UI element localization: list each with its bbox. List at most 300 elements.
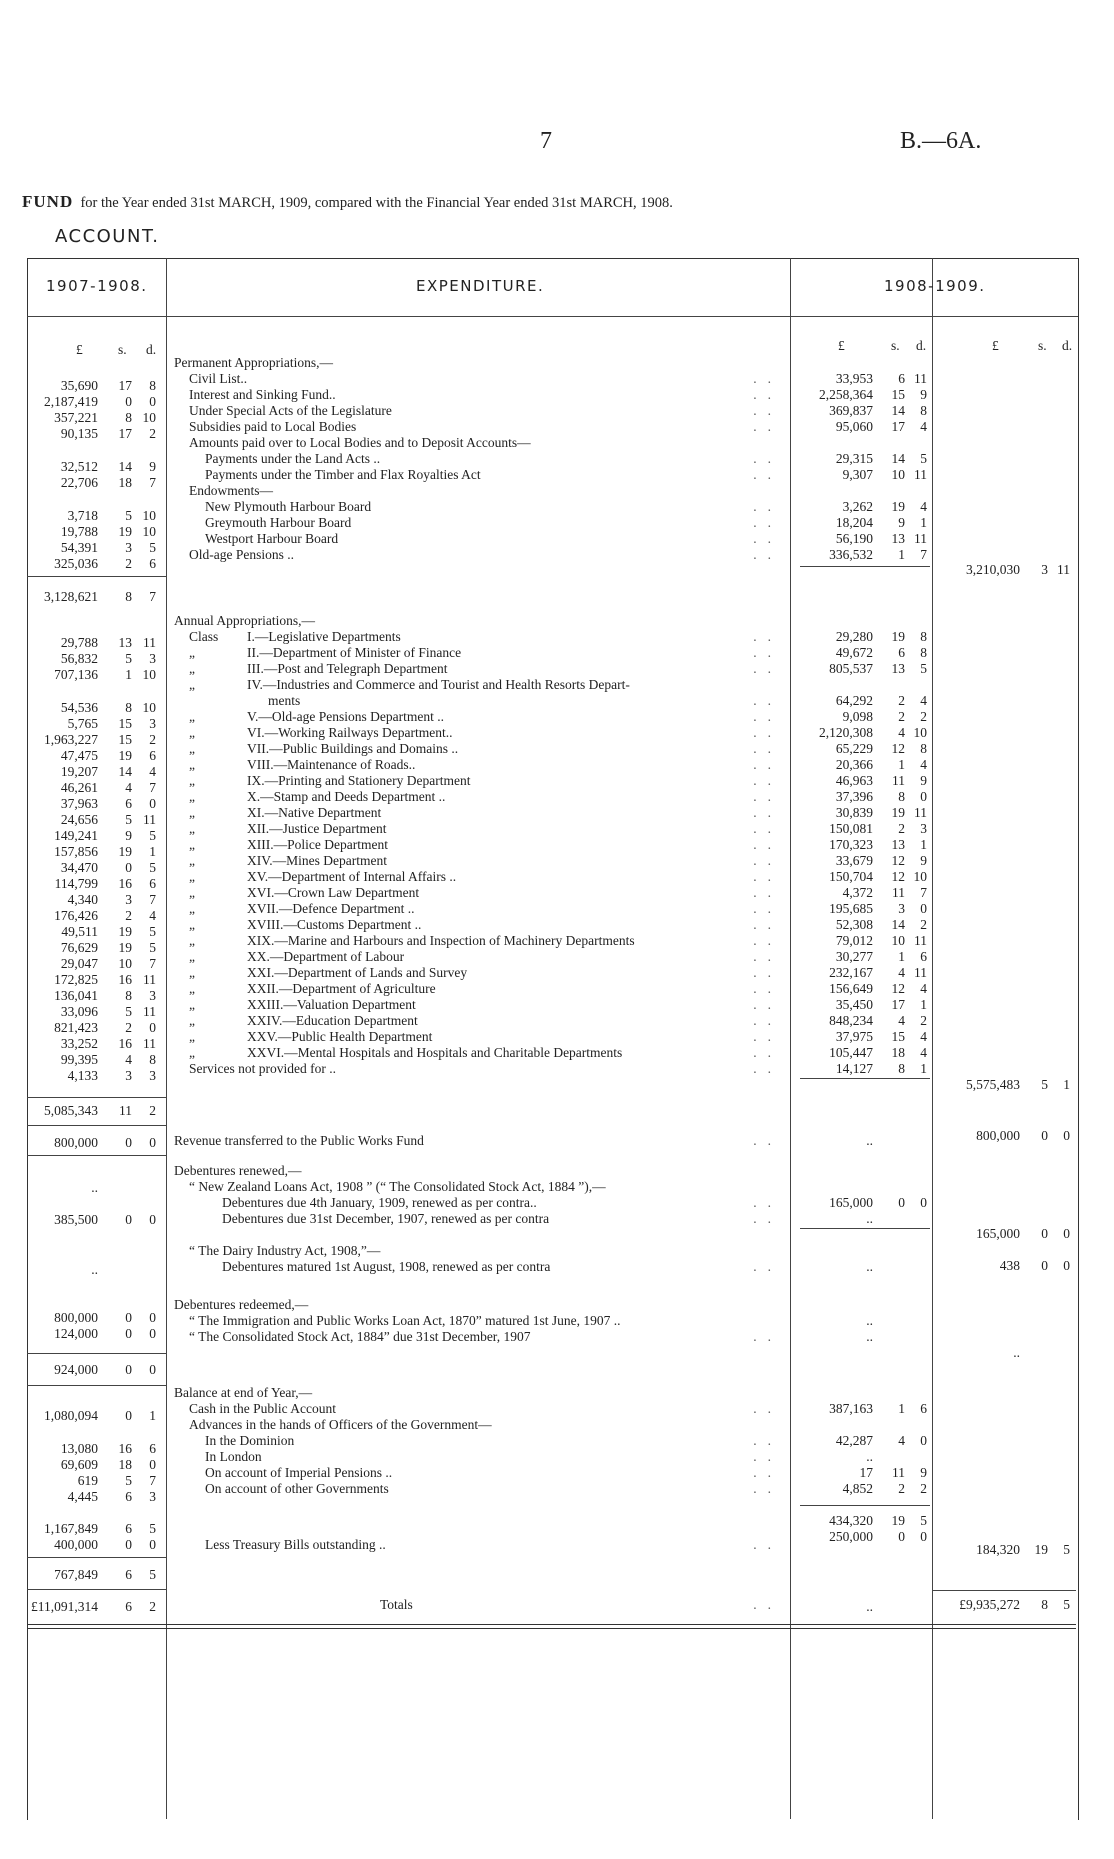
column-header-1909: 1908-1909. (884, 277, 986, 295)
item-label: Subsidies paid to Local Bodies (189, 419, 357, 434)
left-amount-row-shillings: 5 (125, 812, 132, 827)
left-amount-row-shillings: 3 (125, 540, 132, 555)
subtotal-rule (932, 1590, 1076, 1591)
unit-pence-right: d. (1062, 338, 1073, 353)
item-amount-row-pence: 2 (920, 709, 927, 724)
left-amount-row-shillings: 2 (125, 908, 132, 923)
left-amount-row-pence: 1 (149, 844, 156, 859)
item-label: IV.—Industries and Commerce and Tourist and Health Resorts Depart- (247, 677, 630, 692)
left-amount-row-pence: 5 (149, 860, 156, 875)
left-amount-row-pounds: 34,470 (60, 860, 98, 875)
leader-dots: .. (753, 725, 782, 740)
item-amount-row-shillings: 11 (892, 885, 905, 900)
leader-dots: .. (753, 837, 782, 852)
left-amount-row (28, 1262, 160, 1278)
class-label: „ (189, 853, 195, 868)
item-amount-row-pounds: 165,000 (829, 1195, 873, 1210)
item-amount-row (785, 419, 931, 435)
left-amount-row-pounds: 24,656 (60, 812, 98, 827)
item-amount-row-pounds: 2,258,364 (819, 387, 873, 402)
left-amount-row-pounds: 1,167,849 (44, 1521, 98, 1536)
left-amount-row-pounds: 33,252 (60, 1036, 98, 1051)
item-amount-row (785, 387, 931, 403)
expenditure-item (189, 1045, 782, 1061)
item-amount-row-pounds: 20,366 (835, 757, 873, 772)
leader-dots: .. (753, 661, 782, 676)
item-amount-row-shillings: 13 (891, 531, 905, 546)
left-amount-row-shillings: 5 (125, 651, 132, 666)
item-amount-row-pounds: 18,204 (835, 515, 873, 530)
total-amount-row-pounds: 800,000 (976, 1128, 1020, 1143)
expenditure-item (189, 773, 782, 789)
left-amount-row-pence: 2 (149, 732, 156, 747)
item-amount-row (785, 1211, 931, 1227)
item-label: XIX.—Marine and Harbours and Inspection of Machinery Departments (247, 933, 635, 948)
item-amount-row (785, 1029, 931, 1045)
left-amount-row (28, 828, 160, 844)
left-amount-row-pounds: 707,136 (54, 667, 98, 682)
left-amount-row-pounds: .. (91, 1180, 98, 1195)
item-amount-row-pounds: 64,292 (835, 693, 873, 708)
expenditure-item (189, 805, 782, 821)
item-amount-row (785, 869, 931, 885)
item-amount-row (785, 949, 931, 965)
left-amount-row-pounds: 172,825 (54, 972, 98, 987)
left-amount-row (28, 475, 160, 491)
left-amount-row-pence: 11 (143, 635, 156, 650)
item-amount-row-pounds: 52,308 (835, 917, 873, 932)
left-amount-row-pounds: 54,536 (60, 700, 98, 715)
total-amount-row-pence: 0 (1063, 1226, 1070, 1241)
item-label: X.—Stamp and Deeds Department .. (247, 789, 446, 804)
item-amount-row-pounds: 434,320 (829, 1513, 873, 1528)
left-amount-row (28, 1212, 160, 1228)
left-amount-row-shillings: 13 (118, 635, 132, 650)
expenditure-item (189, 917, 782, 933)
item-amount-row-pounds: 9,307 (842, 467, 873, 482)
left-amount-row-shillings: 4 (125, 780, 132, 795)
leader-dots: .. (753, 515, 782, 530)
header-rule (27, 316, 1078, 317)
item-amount-row-pounds: 805,537 (829, 661, 873, 676)
left-amount-row (28, 780, 160, 796)
item-amount-row-pence: 4 (920, 1029, 927, 1044)
item-amount-row-pounds: 4,372 (842, 885, 873, 900)
item-amount-row (785, 917, 931, 933)
total-amount-row-pence: 0 (1063, 1258, 1070, 1273)
item-amount-row-shillings: 8 (898, 1061, 905, 1076)
expenditure-item (205, 1537, 782, 1553)
leader-dots: .. (753, 1465, 782, 1480)
leader-dots: .. (753, 933, 782, 948)
subtitle-text: for the Year ended 31st MARCH, 1909, compared with the Financial Year ended 31st MARCH, 1908. (80, 195, 673, 211)
item-amount-row (785, 645, 931, 661)
left-amount-row (28, 924, 160, 940)
expenditure-item (189, 949, 782, 965)
leader-dots: .. (753, 1029, 782, 1044)
total-amount-row-pence: 0 (1063, 1128, 1070, 1143)
left-amount-row-shillings: 17 (118, 426, 132, 441)
left-amount-row-shillings: 2 (125, 556, 132, 571)
item-amount-row-pence: 11 (914, 965, 927, 980)
item-amount-row-shillings: 4 (898, 725, 905, 740)
left-amount-row-pence: 2 (149, 1599, 156, 1614)
subtotal-rule (27, 1155, 166, 1156)
item-amount-row-pounds: 56,190 (835, 531, 873, 546)
class-label: „ (189, 789, 195, 804)
expenditure-item (189, 901, 782, 917)
item-label: Under Special Acts of the Legislature (189, 403, 392, 418)
account-heading: ACCOUNT. (55, 226, 160, 247)
item-label: XII.—Justice Department (247, 821, 387, 836)
total-amount-row-shillings: 3 (1041, 562, 1048, 577)
left-amount-row (28, 1020, 160, 1036)
expenditure-item (189, 741, 782, 757)
class-label: „ (189, 661, 195, 676)
class-label: „ (189, 821, 195, 836)
left-amount-row-pounds: 29,047 (60, 956, 98, 971)
item-amount-row (785, 1045, 931, 1061)
leader-dots: .. (753, 1597, 782, 1612)
item-amount-row-pence: 2 (920, 1481, 927, 1496)
item-amount-row-pounds: 37,975 (835, 1029, 873, 1044)
item-amount-row (785, 1061, 931, 1077)
expenditure-item (189, 435, 782, 451)
left-amount-row-shillings: 6 (125, 1521, 132, 1536)
expenditure-item (189, 837, 782, 853)
expenditure-item (222, 1211, 782, 1227)
item-label: On account of other Governments (205, 1481, 389, 1496)
item-label: Less Treasury Bills outstanding .. (205, 1537, 386, 1552)
document-reference: B.—6A. (900, 128, 982, 154)
total-amount-row-pounds: 184,320 (976, 1542, 1020, 1557)
item-amount-row-pounds: 2,120,308 (819, 725, 873, 740)
expenditure-item (205, 1449, 782, 1465)
left-amount-row-pounds: 3,128,621 (44, 589, 98, 604)
item-amount-row-pence: 6 (920, 949, 927, 964)
leader-dots: .. (753, 547, 782, 562)
unit-pence-mid: d. (916, 338, 927, 353)
leader-dots: .. (753, 645, 782, 660)
item-amount-row (785, 981, 931, 997)
item-label: V.—Old-age Pensions Department .. (247, 709, 444, 724)
leader-dots: .. (753, 885, 782, 900)
item-amount-row-pounds: .. (866, 1313, 873, 1328)
expenditure-item (189, 403, 782, 419)
left-amount-row-shillings: 0 (125, 1326, 132, 1341)
item-amount-row-shillings: 2 (898, 821, 905, 836)
item-amount-row-pence: 8 (920, 629, 927, 644)
left-amount-row-pence: 0 (149, 1135, 156, 1150)
leader-dots: .. (753, 1433, 782, 1448)
left-amount-row-pounds: 1,963,227 (44, 732, 98, 747)
item-amount-row (785, 821, 931, 837)
item-amount-row (785, 1313, 931, 1329)
item-amount-row-pence: 10 (913, 869, 927, 884)
expenditure-item (189, 1013, 782, 1029)
item-amount-row (785, 997, 931, 1013)
left-amount-row-shillings: 4 (125, 1052, 132, 1067)
left-amount-row-pounds: 136,041 (54, 988, 98, 1003)
item-amount-row (785, 467, 931, 483)
item-label: Permanent Appropriations,— (174, 355, 333, 370)
left-amount-row-pounds: 22,706 (60, 475, 98, 490)
left-amount-row-pence: 3 (149, 1068, 156, 1083)
item-amount-row-pence: 4 (920, 757, 927, 772)
item-label: XI.—Native Department (247, 805, 382, 820)
leader-dots: .. (753, 1195, 782, 1210)
left-amount-row (28, 860, 160, 876)
left-amount-row-pounds: 19,207 (60, 764, 98, 779)
expenditure-item (189, 821, 782, 837)
left-amount-row (28, 1068, 160, 1084)
item-amount-row (785, 1513, 931, 1529)
leader-dots: .. (753, 741, 782, 756)
expenditure-item (205, 499, 782, 515)
leader-dots: .. (753, 1259, 782, 1274)
item-amount-row-shillings: 17 (891, 997, 905, 1012)
item-amount-row-pence: 7 (920, 547, 927, 562)
expenditure-item (189, 547, 782, 563)
expenditure-item (189, 1029, 782, 1045)
left-amount-row-pounds: 357,221 (54, 410, 98, 425)
item-label: VI.—Working Railways Department.. (247, 725, 453, 740)
leader-dots: .. (753, 451, 782, 466)
item-amount-row-pounds: .. (866, 1449, 873, 1464)
expenditure-item (205, 1433, 782, 1449)
left-amount-row-pence: 0 (149, 1457, 156, 1472)
left-amount-row-pence: 11 (143, 1004, 156, 1019)
item-amount-row-shillings: 15 (891, 387, 905, 402)
left-amount-row-pence: 0 (149, 394, 156, 409)
item-amount-row-shillings: 14 (891, 451, 905, 466)
left-amount-row (28, 1441, 160, 1457)
left-amount-row-shillings: 6 (125, 1567, 132, 1582)
expenditure-item (189, 965, 782, 981)
left-amount-row (28, 892, 160, 908)
item-amount-row (785, 901, 931, 917)
item-amount-row-pence: 6 (920, 1401, 927, 1416)
item-label: XXII.—Department of Agriculture (247, 981, 436, 996)
left-amount-row (28, 1362, 160, 1378)
totals-double-rule (27, 1624, 1076, 1629)
expenditure-item (189, 371, 782, 387)
expenditure-item (189, 629, 782, 645)
item-amount-row-pence: 8 (920, 741, 927, 756)
item-label: Advances in the hands of Officers of the Government— (189, 1417, 492, 1432)
expenditure-item (189, 1401, 782, 1417)
subtotal-rule (27, 1097, 166, 1098)
leader-dots: .. (753, 1401, 782, 1416)
item-amount-row (785, 933, 931, 949)
left-amount-row (28, 1457, 160, 1473)
left-amount-row (28, 1599, 160, 1615)
item-label: Interest and Sinking Fund.. (189, 387, 336, 402)
left-amount-row-pounds: 99,395 (60, 1052, 98, 1067)
item-amount-row-pence: 11 (914, 467, 927, 482)
item-label: “ New Zealand Loans Act, 1908 ” (“ The Consolidated Stock Act, 1884 ”),— (189, 1179, 606, 1194)
class-label: „ (189, 837, 195, 852)
item-label: III.—Post and Telegraph Department (247, 661, 448, 676)
subtitle-fund: FUND (22, 192, 74, 211)
left-amount-row-pence: 7 (149, 780, 156, 795)
left-amount-row-pounds: 46,261 (60, 780, 98, 795)
left-amount-row (28, 426, 160, 442)
expenditure-item (189, 885, 782, 901)
class-label: „ (189, 773, 195, 788)
item-amount-row-pence: 0 (920, 1433, 927, 1448)
item-amount-row-pounds: 250,000 (829, 1529, 873, 1544)
total-amount-row-pounds: £9,935,272 (959, 1597, 1020, 1612)
left-amount-row-pence: 3 (149, 716, 156, 731)
left-amount-row-pounds: 4,133 (67, 1068, 98, 1083)
left-amount-row-pence: 10 (142, 667, 156, 682)
left-amount-row-shillings: 0 (125, 1362, 132, 1377)
class-label: „ (189, 933, 195, 948)
item-amount-row (785, 805, 931, 821)
expenditure-item (189, 1329, 782, 1345)
class-label: „ (189, 741, 195, 756)
column-header-1907: 1907-1908. (46, 277, 148, 295)
item-amount-row (785, 1259, 931, 1275)
left-amount-row (28, 732, 160, 748)
class-label: „ (189, 965, 195, 980)
left-amount-row (28, 410, 160, 426)
item-amount-row (785, 1195, 931, 1211)
left-amount-row-pence: 6 (149, 1441, 156, 1456)
expenditure-item (205, 515, 782, 531)
item-amount-row-pounds: 4,852 (842, 1481, 873, 1496)
left-amount-row-pence: 2 (149, 1103, 156, 1118)
item-amount-row-pence: 4 (920, 419, 927, 434)
left-amount-row-pounds: 37,963 (60, 796, 98, 811)
subtotal-rule (27, 1385, 166, 1386)
left-amount-row-pence: 7 (149, 589, 156, 604)
item-amount-row (785, 1433, 931, 1449)
leader-dots: .. (753, 901, 782, 916)
left-amount-row (28, 1310, 160, 1326)
total-amount-row-shillings: 0 (1041, 1226, 1048, 1241)
item-amount-row-pounds: 95,060 (835, 419, 873, 434)
left-amount-row-pence: 5 (149, 940, 156, 955)
leader-dots: .. (753, 821, 782, 836)
item-amount-row-shillings: 0 (898, 1529, 905, 1544)
item-amount-row-pounds: 3,262 (842, 499, 873, 514)
item-label: ments (268, 693, 301, 708)
left-amount-row-pence: 1 (149, 1408, 156, 1423)
item-amount-row-shillings: 17 (891, 419, 905, 434)
subtotal-rule (800, 1228, 930, 1229)
item-amount-row-shillings: 4 (898, 1433, 905, 1448)
left-amount-row (28, 844, 160, 860)
left-amount-row-shillings: 19 (118, 924, 132, 939)
left-amount-row-shillings: 16 (118, 876, 132, 891)
total-amount-row-pounds: 165,000 (976, 1226, 1020, 1241)
left-amount-row-shillings: 11 (119, 1103, 132, 1118)
item-amount-row-pounds: .. (866, 1329, 873, 1344)
left-amount-row (28, 459, 160, 475)
item-amount-row-pence: 4 (920, 981, 927, 996)
item-amount-row-pounds: 37,396 (835, 789, 873, 804)
item-amount-row (785, 1599, 931, 1615)
left-amount-row-shillings: 8 (125, 589, 132, 604)
item-amount-row-pence: 5 (920, 661, 927, 676)
left-amount-row (28, 700, 160, 716)
item-amount-row-pounds: .. (866, 1259, 873, 1274)
left-amount-row-pounds: 29,788 (60, 635, 98, 650)
item-amount-row-pounds: 170,323 (829, 837, 873, 852)
subtotal-rule (800, 1078, 930, 1079)
item-amount-row-pounds: 848,234 (829, 1013, 873, 1028)
item-amount-row-pounds: 232,167 (829, 965, 873, 980)
item-label: VIII.—Maintenance of Roads.. (247, 757, 416, 772)
left-amount-row-shillings: 19 (118, 940, 132, 955)
left-amount-row (28, 651, 160, 667)
item-amount-row (785, 1013, 931, 1029)
left-amount-row (28, 748, 160, 764)
left-amount-row (28, 1326, 160, 1342)
left-amount-row-pence: 0 (149, 1537, 156, 1552)
left-amount-row-pounds: 157,856 (54, 844, 98, 859)
left-amount-row-shillings: 15 (118, 716, 132, 731)
expenditure-item (174, 1163, 782, 1179)
class-label: „ (189, 677, 195, 692)
left-amount-row-pounds: 149,241 (54, 828, 98, 843)
left-amount-row-shillings: 9 (125, 828, 132, 843)
left-amount-row-shillings: 6 (125, 796, 132, 811)
left-amount-row-shillings: 18 (118, 1457, 132, 1472)
left-amount-row-pence: 10 (142, 700, 156, 715)
leader-dots: .. (753, 1211, 782, 1226)
left-amount-row-shillings: 19 (118, 524, 132, 539)
item-amount-row (785, 725, 931, 741)
expenditure-item (189, 1243, 782, 1259)
left-amount-row-pence: 7 (149, 1473, 156, 1488)
leader-dots: .. (753, 1061, 782, 1076)
item-label: I.—Legislative Departments (247, 629, 401, 644)
left-amount-row (28, 667, 160, 683)
total-amount-row-pence: 11 (1057, 562, 1070, 577)
class-label: „ (189, 869, 195, 884)
leader-dots: .. (753, 371, 782, 386)
item-amount-row-shillings: 10 (891, 467, 905, 482)
item-amount-row-shillings: 18 (891, 1045, 905, 1060)
left-amount-row-pounds: 47,475 (60, 748, 98, 763)
class-label: „ (189, 997, 195, 1012)
class-label: „ (189, 1045, 195, 1060)
leader-dots: .. (753, 419, 782, 434)
left-amount-row-pounds: 2,187,419 (44, 394, 98, 409)
item-amount-row-pence: 0 (920, 901, 927, 916)
expenditure-item (268, 693, 782, 709)
unit-pence-left: d. (146, 342, 157, 357)
page-number: 7 (540, 128, 552, 154)
item-label: XV.—Department of Internal Affairs .. (247, 869, 457, 884)
item-amount-row-pence: 4 (920, 693, 927, 708)
item-amount-row-pence: 4 (920, 499, 927, 514)
left-amount-row-shillings: 6 (125, 1489, 132, 1504)
item-amount-row-shillings: 9 (898, 515, 905, 530)
left-amount-row-pence: 6 (149, 876, 156, 891)
item-label: Totals (380, 1597, 413, 1612)
expenditure-item (189, 661, 782, 677)
left-amount-row-shillings: 0 (125, 1212, 132, 1227)
item-amount-row-pence: 1 (920, 1061, 927, 1076)
left-amount-row-shillings: 6 (125, 1599, 132, 1614)
item-amount-row (785, 1449, 931, 1465)
expenditure-item (174, 613, 782, 629)
item-amount-row-shillings: 6 (898, 371, 905, 386)
